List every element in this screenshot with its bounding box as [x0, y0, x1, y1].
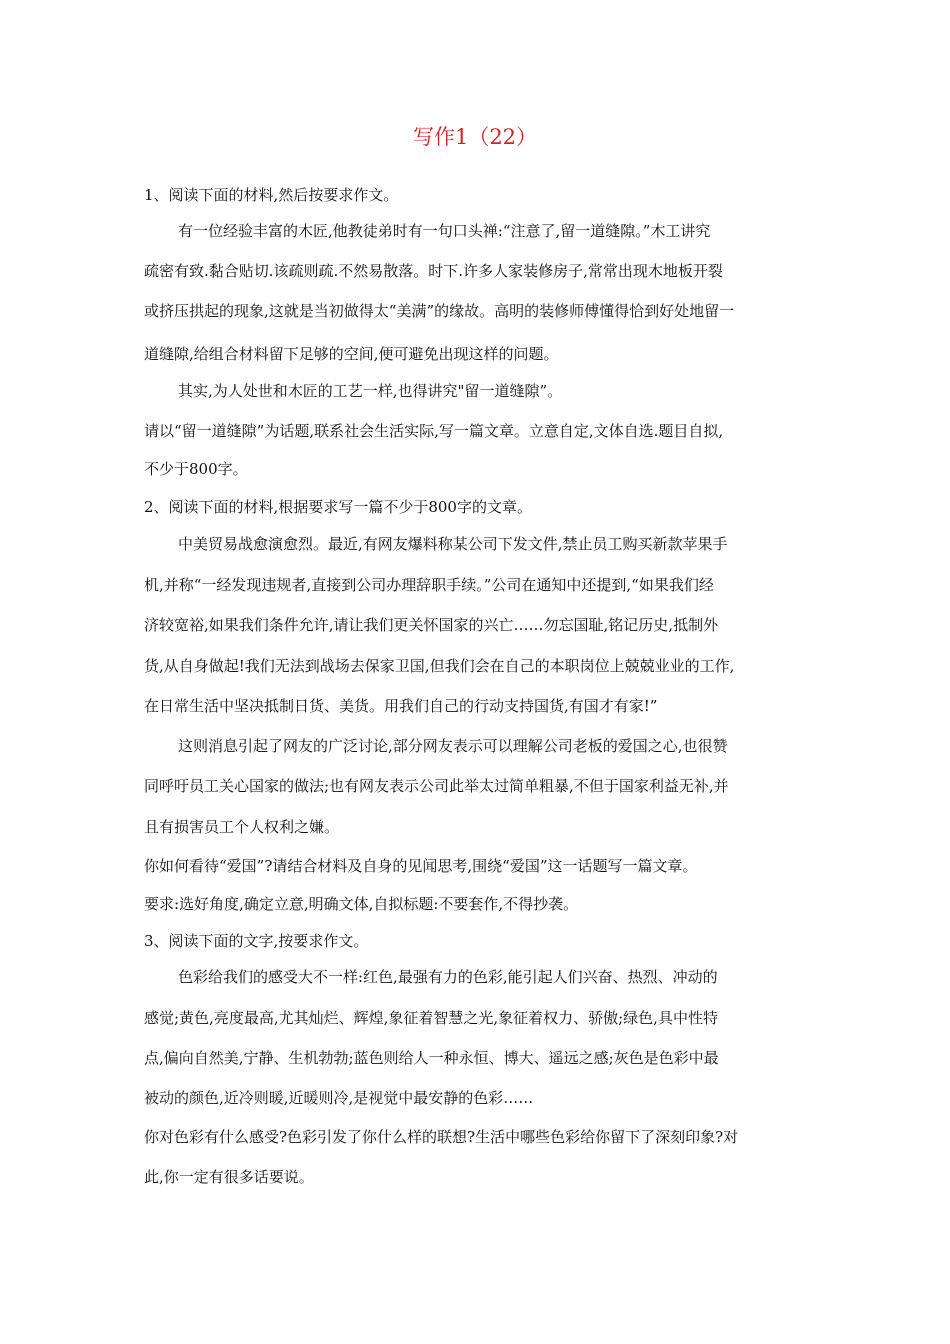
question-1-heading: 1、阅读下面的材料,然后按要求作文。: [144, 186, 399, 204]
paragraph-line: 色彩给我们的感受大不一样:红色,最强有力的色彩,能引起人们兴奋、热烈、冲动的: [178, 968, 718, 986]
paragraph-line: 感觉;黄色,亮度最高,尤其灿烂、辉煌,象征着智慧之光,象征着权力、骄傲;绿色,具中性特: [144, 1009, 718, 1027]
paragraph-line: 在日常生活中坚决抵制日货、美货。用我们自己的行动支持国货,有国才有家!”: [144, 697, 658, 715]
paragraph-line: 其实,为人处世和木匠的工艺一样,也得讲究"留一道缝隙”。: [178, 382, 563, 400]
paragraph-line: 有一位经验丰富的木匠,他教徒弟时有一句口头禅:“注意了,留一道缝隙。”木工讲究: [178, 222, 711, 240]
paragraph-line: 或挤压拱起的现象,这就是当初做得太“美满”的缘故。高明的装修师傅懂得恰到好处地留一: [144, 302, 735, 320]
instruction-line: 要求:选好角度,确定立意,明确文体,自拟标题:不要套作,不得抄袭。: [144, 895, 579, 913]
paragraph-line: 点,偏向自然美,宁静、生机勃勃;蓝色则给人一种永恒、博大、遥远之感;灰色是色彩中最: [144, 1049, 719, 1067]
paragraph-line: 机,并称“一经发现违规者,直接到公司办理辞职手续。”公司在通知中还提到,“如果我们经: [144, 576, 714, 594]
paragraph-line: 济较宽裕,如果我们条件允许,请让我们更关怀国家的兴亡……勿忘国耻,铭记历史,抵制外: [144, 616, 719, 634]
instruction-line: 不少于800字。: [144, 460, 248, 478]
paragraph-line: 疏密有致.黏合贴切.该疏则疏.不然易散落。时下.许多人家装修房子,常常出现木地板开裂: [144, 262, 723, 280]
paragraph-line: 且有损害员工个人权利之嫌。: [144, 818, 340, 836]
instruction-line: 请以“留一道缝隙”为话题,联系社会生活实际,写一篇文章。立意自定,文体自选.题目自拟,: [144, 422, 724, 440]
paragraph-line: 货,从自身做起!我们无法到战场去保家卫国,但我们会在自己的本职岗位上兢兢业业的工作,: [144, 657, 735, 675]
paragraph-line: 道缝隙,给组合材料留下足够的空间,便可避免出现这样的问题。: [144, 345, 559, 363]
paragraph-line: 中美贸易战愈演愈烈。最近,有网友爆料称某公司下发文件,禁止员工购买新款苹果手: [178, 535, 728, 553]
document-title: 写作1（22）: [412, 125, 538, 149]
paragraph-line: 这则消息引起了网友的广泛讨论,部分网友表示可以理解公司老板的爱国之心,也很赞: [178, 737, 728, 755]
instruction-line: 你如何看待“爱国”?请结合材料及自身的见闻思考,围绕“爱国”这一话题写一篇文章。: [144, 857, 698, 875]
instruction-line: 此,你一定有很多话要说。: [144, 1168, 314, 1186]
question-2-heading: 2、阅读下面的材料,根据要求写一篇不少于800字的文章。: [144, 498, 532, 516]
paragraph-line: 同呼吁员工关心国家的做法;也有网友表示公司此举太过简单粗暴,不但于国家利益无补,并: [144, 777, 729, 795]
paragraph-line: 被动的颜色,近冷则暖,近暖则冷,是视觉中最安静的色彩……: [144, 1089, 534, 1107]
question-3-heading: 3、阅读下面的文字,按要求作文。: [144, 932, 369, 950]
instruction-line: 你对色彩有什么感受?色彩引发了你什么样的联想?生活中哪些色彩给你留下了深刻印象?对: [144, 1128, 739, 1146]
